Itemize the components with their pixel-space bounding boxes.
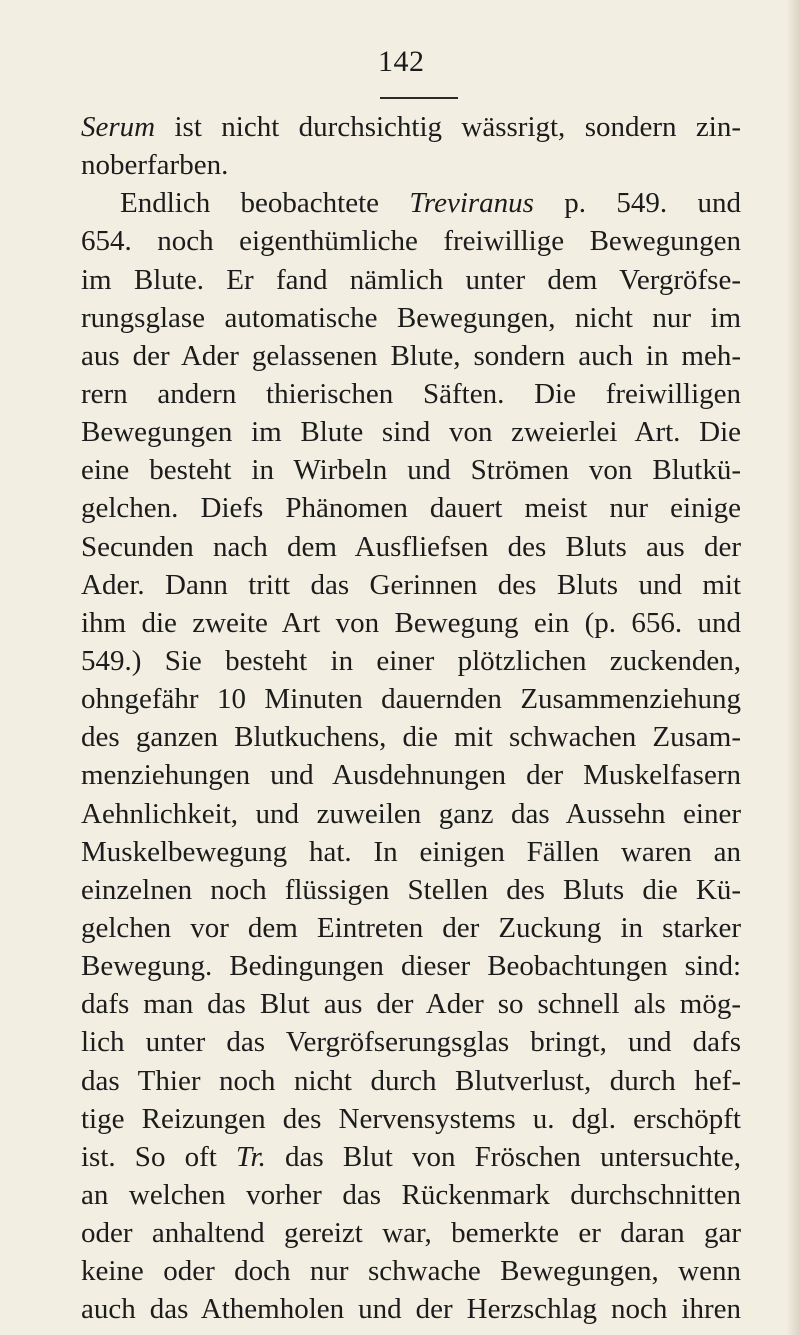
text-line	[81, 604, 741, 642]
text-line	[81, 337, 741, 375]
page-number-underline	[380, 97, 458, 99]
text-line-segment: lich unter das Vergröfserungsglas bringt, und dafs	[81, 1026, 741, 1059]
italic-term: Serum	[81, 111, 156, 143]
text-line	[81, 299, 741, 337]
text-line	[81, 985, 741, 1023]
text-line	[81, 413, 741, 451]
text-line-segment: das Blut von Fröschen untersuchte,	[265, 1140, 741, 1173]
text-line-segment: Bewegung. Bedingungen dieser Beobachtungen sind:	[81, 950, 741, 983]
text-line	[81, 1023, 741, 1061]
text-line-segment: keine oder doch nur schwache Bewegungen, wenn	[81, 1255, 741, 1288]
text-line-segment: Endlich beobachtete	[120, 187, 410, 220]
text-line	[81, 947, 741, 985]
text-line	[81, 528, 741, 566]
text-line-segment: ist nicht durchsichtig wässrigt, sondern zin-	[155, 111, 741, 143]
text-line	[81, 489, 741, 527]
text-line-segment: einzelnen noch flüssigen Stellen des Bluts die Kü-	[81, 873, 741, 906]
text-line	[81, 1100, 741, 1138]
text-line-segment: Secunden nach dem Ausfliefsen des Bluts aus der	[81, 530, 741, 563]
text-line-segment: ohngefähr 10 Minuten dauernden Zusammenziehung	[81, 683, 741, 716]
text-line	[81, 1062, 741, 1100]
text-line-segment: 654. noch eigenthümliche freiwillige Bewegungen	[81, 225, 741, 258]
text-line	[81, 1290, 741, 1328]
text-line-segment: Aehnlichkeit, und zuweilen ganz das Aussehn einer	[81, 797, 741, 830]
text-line	[81, 261, 741, 299]
text-line-segment: 549.) Sie besteht in einer plötzlichen zuckenden,	[81, 644, 741, 677]
text-line	[81, 108, 741, 146]
text-line-segment: eine besteht in Wirbeln und Strömen von Blutkü-	[81, 454, 741, 487]
text-line-segment: Bewegungen im Blute sind von zweierlei Art. Die	[81, 416, 741, 449]
text-line-segment: menziehungen und Ausdehnungen der Muskelfasern	[81, 759, 741, 792]
text-line-segment: ihm die zweite Art von Bewegung ein (p. 656. und	[81, 606, 741, 639]
text-line-segment: noberfarben.	[81, 149, 229, 182]
text-line	[81, 1176, 741, 1214]
text-line-segment: rern andern thierischen Säften. Die freiwilligen	[81, 377, 741, 410]
text-line-segment: aus der Ader gelassenen Blute, sondern auch in meh-	[81, 339, 741, 372]
italic-term: Treviranus	[409, 187, 534, 220]
text-line	[81, 756, 741, 794]
page-number: 142	[378, 45, 425, 78]
text-line	[81, 566, 741, 604]
text-line	[81, 795, 741, 833]
text-line-segment: ist. So oft	[81, 1140, 236, 1173]
text-line	[81, 680, 741, 718]
text-line	[81, 451, 741, 489]
text-line-segment: gelchen vor dem Eintreten der Zuckung in starker	[81, 911, 741, 944]
text-line	[81, 1252, 741, 1290]
text-line-segment: des ganzen Blutkuchens, die mit schwachen Zusam-	[81, 721, 741, 754]
text-line-segment: Muskelbewegung hat. In einigen Fällen waren an	[81, 835, 741, 868]
text-line	[81, 833, 741, 871]
text-line-segment: gelchen. Diefs Phänomen dauert meist nur einige	[81, 492, 741, 525]
text-line-segment: oder anhaltend gereizt war, bemerkte er daran gar	[81, 1217, 741, 1250]
italic-term: Tr.	[235, 1140, 266, 1173]
text-line-segment: das Thier noch nicht durch Blutverlust, durch hef-	[81, 1064, 741, 1097]
text-line	[81, 146, 741, 184]
text-line-segment: Ader. Dann tritt das Gerinnen des Bluts und mit	[81, 568, 741, 601]
text-line-segment: p. 549. und	[533, 187, 741, 220]
text-line-segment: an welchen vorher das Rückenmark durchschnitten	[81, 1178, 741, 1211]
text-line	[81, 222, 741, 260]
text-line	[81, 909, 741, 947]
text-line	[81, 642, 741, 680]
text-line	[81, 718, 741, 756]
text-line	[81, 871, 741, 909]
text-line-segment: dafs man das Blut aus der Ader so schnell als mög-	[81, 988, 741, 1021]
text-line	[81, 184, 741, 222]
text-line	[81, 1214, 741, 1252]
text-line-segment: rungsglase automatische Bewegungen, nicht nur im	[81, 301, 741, 334]
text-line-segment: tige Reizungen des Nervensystems u. dgl. erschöpft	[81, 1102, 741, 1135]
text-line-segment: auch das Athemholen und der Herzschlag noch ihren	[81, 1293, 741, 1326]
body-text	[81, 108, 741, 1329]
text-line	[81, 375, 741, 413]
text-line-segment: im Blute. Er fand nämlich unter dem Vergröfse-	[81, 263, 741, 296]
text-line	[81, 1138, 741, 1176]
